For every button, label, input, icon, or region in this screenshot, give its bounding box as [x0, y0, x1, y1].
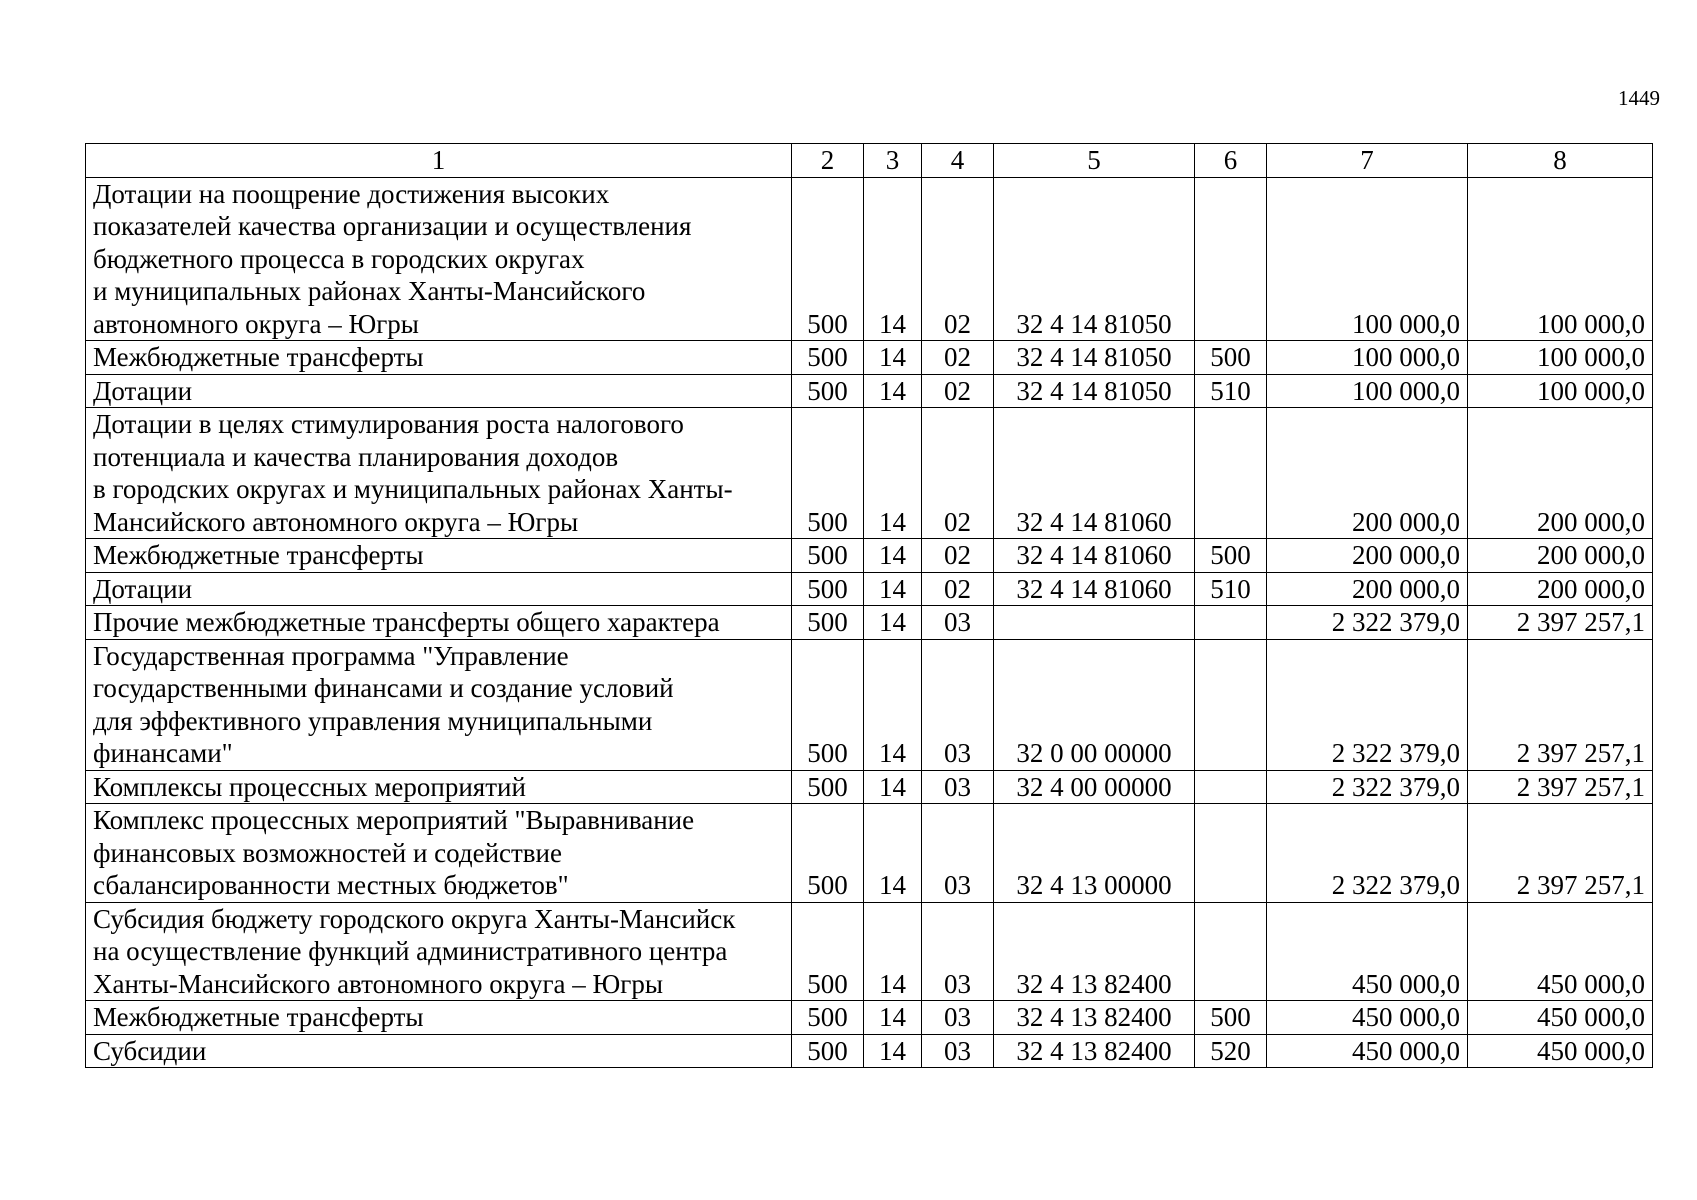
cell-name-line: Субсидии — [93, 1035, 207, 1066]
cell-vid-rashodov: 510 — [1195, 374, 1267, 408]
cell-name-line: финансами" — [93, 738, 233, 768]
cell-name-line: Межбюджетные трансферты — [93, 540, 424, 570]
cell-name-line: Мансийского автономного округа – Югры — [93, 506, 579, 537]
cell-amount-col7: 2 322 379,0 — [1267, 606, 1468, 640]
cell-name — [86, 1001, 792, 1035]
cell-amount-col8: 100 000,0 — [1468, 341, 1653, 375]
cell-razdel: 14 — [864, 1034, 922, 1068]
cell-glavnoe-rasporyaditel: 500 — [792, 572, 864, 606]
cell-razdel: 14 — [864, 408, 922, 539]
cell-razdel: 14 — [864, 1001, 922, 1035]
cell-celevaya-statya: 32 4 14 81050 — [994, 177, 1195, 341]
cell-name-line: показателей качества организации и осуществления — [93, 211, 692, 241]
cell-razdel: 14 — [864, 177, 922, 341]
cell-name-line: на осуществление функций административного центра — [93, 936, 728, 966]
cell-glavnoe-rasporyaditel: 500 — [792, 1001, 864, 1035]
cell-amount-col7: 2 322 379,0 — [1267, 639, 1468, 770]
cell-vid-rashodov — [1195, 804, 1267, 903]
cell-glavnoe-rasporyaditel: 500 — [792, 639, 864, 770]
table-row — [86, 539, 1653, 573]
cell-amount-col7: 200 000,0 — [1267, 539, 1468, 573]
cell-amount-col8: 200 000,0 — [1468, 572, 1653, 606]
cell-amount-col8: 2 397 257,1 — [1468, 639, 1653, 770]
cell-podrazdel: 02 — [922, 539, 994, 573]
cell-amount-col8: 100 000,0 — [1468, 374, 1653, 408]
column-header: 2 — [792, 144, 864, 178]
cell-razdel: 14 — [864, 572, 922, 606]
cell-podrazdel: 02 — [922, 374, 994, 408]
cell-amount-col8: 2 397 257,1 — [1468, 770, 1653, 804]
budget-table — [85, 143, 1653, 1068]
cell-name-line: государственными финансами и создание условий — [93, 673, 674, 703]
table-row — [86, 408, 1653, 539]
cell-name-line: Межбюджетные трансферты — [93, 342, 424, 372]
cell-amount-col8: 450 000,0 — [1468, 1034, 1653, 1068]
cell-amount-col7: 450 000,0 — [1267, 1001, 1468, 1035]
cell-podrazdel: 03 — [922, 1034, 994, 1068]
cell-name — [86, 408, 792, 539]
cell-glavnoe-rasporyaditel: 500 — [792, 902, 864, 1001]
cell-name-line: Дотации на поощрение достижения высоких — [93, 178, 610, 209]
cell-name — [86, 1034, 792, 1068]
table-row — [86, 770, 1653, 804]
cell-podrazdel: 03 — [922, 639, 994, 770]
cell-name-line: Прочие межбюджетные трансферты общего характера — [93, 607, 720, 637]
cell-vid-rashodov — [1195, 408, 1267, 539]
cell-amount-col8: 450 000,0 — [1468, 902, 1653, 1001]
cell-amount-col7: 200 000,0 — [1267, 408, 1468, 539]
cell-vid-rashodov: 500 — [1195, 539, 1267, 573]
cell-name — [86, 639, 792, 770]
table-row — [86, 341, 1653, 375]
cell-celevaya-statya: 32 4 13 82400 — [994, 902, 1195, 1001]
cell-celevaya-statya: 32 4 13 82400 — [994, 1034, 1195, 1068]
cell-name — [86, 902, 792, 1001]
cell-celevaya-statya: 32 4 14 81060 — [994, 572, 1195, 606]
cell-podrazdel: 03 — [922, 606, 994, 640]
cell-razdel: 14 — [864, 341, 922, 375]
cell-name — [86, 177, 792, 341]
cell-amount-col7: 100 000,0 — [1267, 374, 1468, 408]
cell-amount-col8: 2 397 257,1 — [1468, 606, 1653, 640]
cell-vid-rashodov — [1195, 177, 1267, 341]
table-row — [86, 177, 1653, 341]
cell-name-line: Межбюджетные трансферты — [93, 1002, 424, 1032]
cell-name-line: Субсидия бюджету городского округа Ханты-Мансийск — [93, 903, 736, 934]
table-row — [86, 374, 1653, 408]
cell-amount-col7: 450 000,0 — [1267, 1034, 1468, 1068]
cell-vid-rashodov: 520 — [1195, 1034, 1267, 1068]
cell-razdel: 14 — [864, 770, 922, 804]
cell-name — [86, 341, 792, 375]
cell-amount-col7: 2 322 379,0 — [1267, 770, 1468, 804]
cell-vid-rashodov — [1195, 606, 1267, 640]
cell-amount-col8: 100 000,0 — [1468, 177, 1653, 341]
table-row — [86, 1001, 1653, 1035]
cell-podrazdel: 02 — [922, 572, 994, 606]
cell-amount-col8: 2 397 257,1 — [1468, 804, 1653, 903]
cell-razdel: 14 — [864, 804, 922, 903]
cell-glavnoe-rasporyaditel: 500 — [792, 1034, 864, 1068]
cell-name — [86, 770, 792, 804]
cell-name-line: Комплекс процессных мероприятий "Выравнивание — [93, 805, 695, 835]
cell-podrazdel: 02 — [922, 177, 994, 341]
column-header: 5 — [994, 144, 1195, 178]
cell-name-line: Дотации — [93, 375, 193, 406]
cell-name-line: Дотации — [93, 573, 193, 604]
cell-glavnoe-rasporyaditel: 500 — [792, 606, 864, 640]
cell-podrazdel: 03 — [922, 1001, 994, 1035]
cell-celevaya-statya: 32 4 00 00000 — [994, 770, 1195, 804]
cell-name-line: Комплексы процессных мероприятий — [93, 771, 526, 802]
cell-celevaya-statya: 32 4 14 81050 — [994, 374, 1195, 408]
cell-glavnoe-rasporyaditel: 500 — [792, 341, 864, 375]
cell-name-line: Государственная программа "Управление — [93, 640, 569, 671]
cell-razdel: 14 — [864, 374, 922, 408]
cell-name — [86, 539, 792, 573]
cell-celevaya-statya: 32 4 13 00000 — [994, 804, 1195, 903]
cell-vid-rashodov: 500 — [1195, 1001, 1267, 1035]
cell-razdel: 14 — [864, 539, 922, 573]
cell-amount-col7: 450 000,0 — [1267, 902, 1468, 1001]
cell-name-line: в городских округах и муниципальных районах Ханты- — [93, 474, 733, 504]
cell-amount-col7: 2 322 379,0 — [1267, 804, 1468, 903]
cell-celevaya-statya: 32 0 00 00000 — [994, 639, 1195, 770]
cell-vid-rashodov: 510 — [1195, 572, 1267, 606]
cell-amount-col7: 200 000,0 — [1267, 572, 1468, 606]
cell-name-line: потенциала и качества планирования доходов — [93, 441, 619, 472]
cell-vid-rashodov — [1195, 902, 1267, 1001]
table-row — [86, 902, 1653, 1001]
cell-podrazdel: 03 — [922, 902, 994, 1001]
table-row — [86, 804, 1653, 903]
page-number: 1449 — [1618, 86, 1660, 110]
cell-glavnoe-rasporyaditel: 500 — [792, 539, 864, 573]
column-header: 1 — [86, 144, 792, 178]
cell-podrazdel: 02 — [922, 341, 994, 375]
table-header-row — [86, 144, 1653, 178]
cell-name — [86, 804, 792, 903]
table-body — [86, 144, 1653, 1068]
cell-glavnoe-rasporyaditel: 500 — [792, 804, 864, 903]
column-header: 6 — [1195, 144, 1267, 178]
cell-amount-col8: 200 000,0 — [1468, 539, 1653, 573]
column-header: 4 — [922, 144, 994, 178]
cell-name-line: для эффективного управления муниципальными — [93, 705, 653, 736]
cell-razdel: 14 — [864, 606, 922, 640]
column-header: 7 — [1267, 144, 1468, 178]
cell-celevaya-statya: 32 4 14 81060 — [994, 539, 1195, 573]
table-row — [86, 1034, 1653, 1068]
cell-name-line: финансовых возможностей и содействие — [93, 837, 562, 868]
cell-celevaya-statya: 32 4 14 81060 — [994, 408, 1195, 539]
cell-razdel: 14 — [864, 902, 922, 1001]
cell-name — [86, 572, 792, 606]
cell-name-line: и муниципальных районах Ханты-Мансийского — [93, 276, 646, 306]
cell-vid-rashodov — [1195, 770, 1267, 804]
cell-amount-col8: 200 000,0 — [1468, 408, 1653, 539]
cell-vid-rashodov — [1195, 639, 1267, 770]
cell-amount-col8: 450 000,0 — [1468, 1001, 1653, 1035]
cell-name — [86, 606, 792, 640]
cell-name-line: автономного округа – Югры — [93, 308, 419, 339]
cell-razdel: 14 — [864, 639, 922, 770]
cell-glavnoe-rasporyaditel: 500 — [792, 408, 864, 539]
cell-glavnoe-rasporyaditel: 500 — [792, 177, 864, 341]
cell-glavnoe-rasporyaditel: 500 — [792, 374, 864, 408]
cell-name-line: Дотации в целях стимулирования роста налогового — [93, 409, 684, 439]
cell-celevaya-statya: 32 4 13 82400 — [994, 1001, 1195, 1035]
cell-vid-rashodov: 500 — [1195, 341, 1267, 375]
column-header: 8 — [1468, 144, 1653, 178]
table-row — [86, 639, 1653, 770]
cell-glavnoe-rasporyaditel: 500 — [792, 770, 864, 804]
cell-podrazdel: 02 — [922, 408, 994, 539]
cell-name-line: бюджетного процесса в городских округах — [93, 243, 585, 274]
cell-celevaya-statya — [994, 606, 1195, 640]
cell-podrazdel: 03 — [922, 770, 994, 804]
column-header: 3 — [864, 144, 922, 178]
cell-name — [86, 374, 792, 408]
cell-celevaya-statya: 32 4 14 81050 — [994, 341, 1195, 375]
cell-podrazdel: 03 — [922, 804, 994, 903]
table-row — [86, 572, 1653, 606]
table-row — [86, 606, 1653, 640]
cell-name-line: Ханты-Мансийского автономного округа – Югры — [93, 968, 663, 999]
cell-amount-col7: 100 000,0 — [1267, 341, 1468, 375]
cell-name-line: сбалансированности местных бюджетов" — [93, 870, 569, 900]
cell-amount-col7: 100 000,0 — [1267, 177, 1468, 341]
